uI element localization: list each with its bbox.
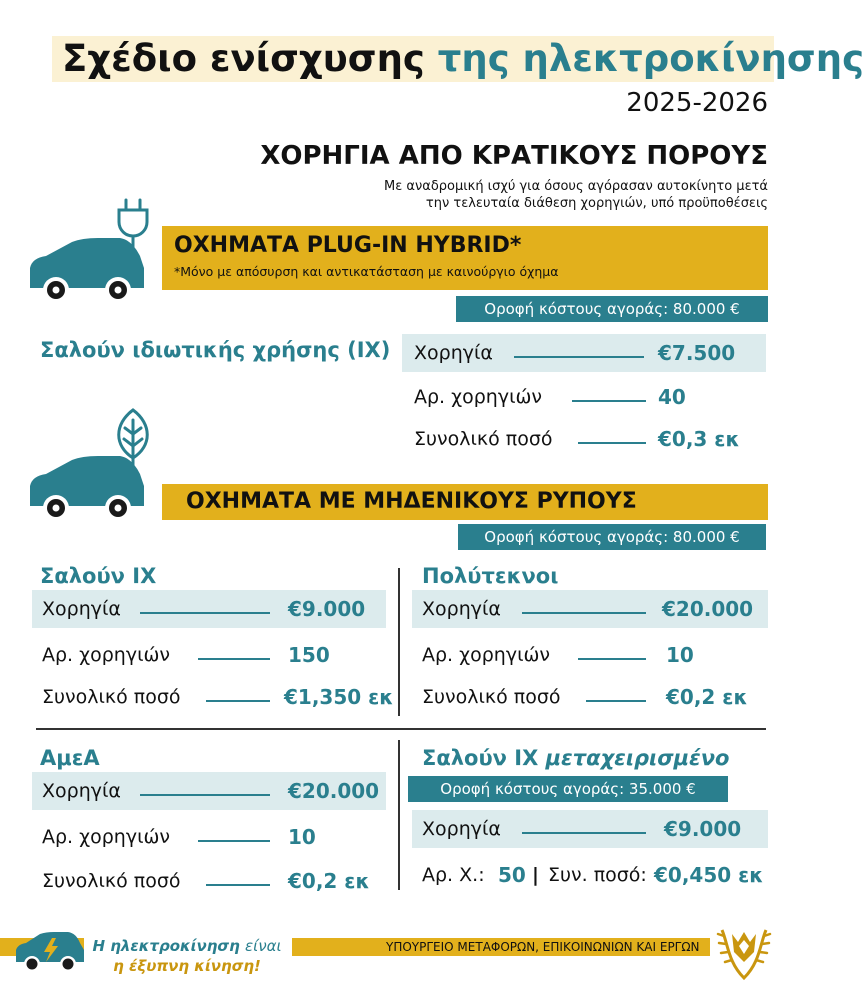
ministry-name: ΥΠΟΥΡΓΕΙΟ ΜΕΤΑΦΟΡΩΝ, ΕΠΙΚΟΙΝΩΝΙΩΝ ΚΑΙ ΕΡΓΩΝ [386, 940, 700, 954]
zero-price-cap: Οροφή κόστους αγοράς: 80.000 € [458, 524, 766, 550]
saloon-row-total [32, 678, 394, 716]
column-separator-top [398, 568, 400, 716]
slogan [92, 936, 282, 976]
leader-line [514, 356, 644, 358]
leader-line [572, 400, 646, 402]
slogan-part3: η έξυπνη κίνηση! [113, 957, 261, 975]
hybrid-price-cap: Οροφή κόστους αγοράς: 80.000 € [456, 296, 768, 322]
large-family-row-grant [412, 590, 768, 628]
leader-line [206, 884, 270, 886]
used-saloon-title [422, 744, 729, 772]
row-value: €20.000 [288, 779, 380, 803]
disabled-row-grant [32, 772, 386, 810]
saloon-title: Σαλούν ΙΧ [40, 564, 157, 588]
leader-line [522, 612, 646, 614]
row-label: Χορηγία [42, 598, 121, 620]
row-value: €7.500 [658, 341, 736, 365]
disabled-row-total [32, 862, 386, 900]
disabled-row-count [32, 818, 386, 856]
hybrid-note: *Μόνο με απόσυρση και αντικατάσταση με καινούργιο όχημα [174, 264, 559, 279]
row-value: €0,2 εκ [288, 869, 370, 893]
row-value: 40 [658, 385, 686, 409]
slogan-part2: είναι [245, 937, 282, 955]
row-value: 10 [288, 825, 316, 849]
row-value: €0,2 εκ [666, 685, 748, 709]
hybrid-row-total [402, 420, 766, 458]
saloon-row-count [32, 636, 386, 674]
cyprus-coat-of-arms-icon [712, 918, 776, 988]
used-title-italic: μεταχειρισμένο [545, 746, 730, 770]
used-row-grant [412, 810, 768, 848]
leader-line [140, 794, 270, 796]
hybrid-title: ΟΧΗΜΑΤΑ PLUG-IN HYBRID* [174, 233, 522, 258]
leader-line [578, 658, 646, 660]
count-label: Αρ. Χ.: [422, 864, 485, 886]
note-line1: Με αναδρομική ισχύ για όσους αγόρασαν αυτοκίνητο μετά [384, 179, 768, 194]
leader-line [206, 700, 270, 702]
plug-car-icon [22, 196, 162, 312]
row-label: Χορηγία [422, 818, 501, 840]
row-label: Αρ. χορηγιών [42, 826, 171, 848]
total-value: €0,450 εκ [654, 863, 764, 887]
page-title [62, 36, 864, 82]
column-separator-bottom [398, 740, 400, 890]
count-value: 50 [498, 863, 526, 887]
zero-title: ΟΧΗΜΑΤΑ ΜΕ ΜΗΔΕΝΙΚΟΥΣ ΡΥΠΟΥΣ [186, 489, 637, 514]
large-family-title: Πολύτεκνοι [422, 564, 559, 588]
row-value: 10 [666, 643, 694, 667]
slogan-part1: Η ηλεκτροκίνηση [92, 937, 240, 955]
retroactive-note [384, 178, 768, 212]
row-label: Συνολικό ποσό [422, 686, 561, 708]
row-value: €0,3 εκ [658, 427, 740, 451]
leader-line [586, 700, 646, 702]
used-price-cap: Οροφή κόστους αγοράς: 35.000 € [408, 776, 728, 802]
used-row-summary [412, 856, 768, 894]
row-label: Χορηγία [414, 342, 493, 364]
row-label: Συνολικό ποσό [42, 870, 181, 892]
row-separator [36, 728, 766, 730]
subtitle: ΧΟΡΗΓΙΑ ΑΠΟ ΚΡΑΤΙΚΟΥΣ ΠΟΡΟΥΣ [260, 141, 768, 171]
total-label: Συν. ποσό: [548, 864, 647, 886]
row-label: Αρ. χορηγιών [414, 386, 543, 408]
leader-line [522, 832, 646, 834]
title-part1: Σχέδιο ενίσχυσης [62, 37, 425, 80]
large-family-row-count [412, 636, 768, 674]
leader-line [578, 442, 646, 444]
row-value: €1,350 εκ [284, 685, 394, 709]
row-label: Συνολικό ποσό [414, 428, 553, 450]
row-value: €9.000 [664, 817, 742, 841]
row-label: Χορηγία [42, 780, 121, 802]
leader-line [198, 658, 270, 660]
hybrid-row-count [402, 378, 766, 416]
row-label: Χορηγία [422, 598, 501, 620]
used-title-main: Σαλούν ΙΧ [422, 746, 539, 770]
hybrid-category-title: Σαλούν ιδιωτικής χρήσης (ΙΧ) [40, 338, 391, 362]
leader-line [198, 840, 270, 842]
leaf-car-icon [22, 406, 162, 530]
electric-car-icon [12, 926, 90, 974]
summary-divider: | [532, 864, 539, 886]
row-value: 150 [288, 643, 330, 667]
title-part2: της ηλεκτροκίνησης [437, 37, 864, 80]
large-family-row-total [412, 678, 768, 716]
row-label: Συνολικό ποσό [42, 686, 181, 708]
row-value: €9.000 [288, 597, 366, 621]
row-label: Αρ. χορηγιών [422, 644, 551, 666]
row-value: €20.000 [662, 597, 754, 621]
year-range: 2025-2026 [626, 88, 768, 118]
disabled-title: ΑμεΑ [40, 746, 100, 770]
saloon-row-grant [32, 590, 386, 628]
row-label: Αρ. χορηγιών [42, 644, 171, 666]
hybrid-row-grant [402, 334, 766, 372]
note-line2: την τελευταία διάθεση χορηγιών, υπό προϋποθέσεις [425, 196, 768, 211]
leader-line [140, 612, 270, 614]
